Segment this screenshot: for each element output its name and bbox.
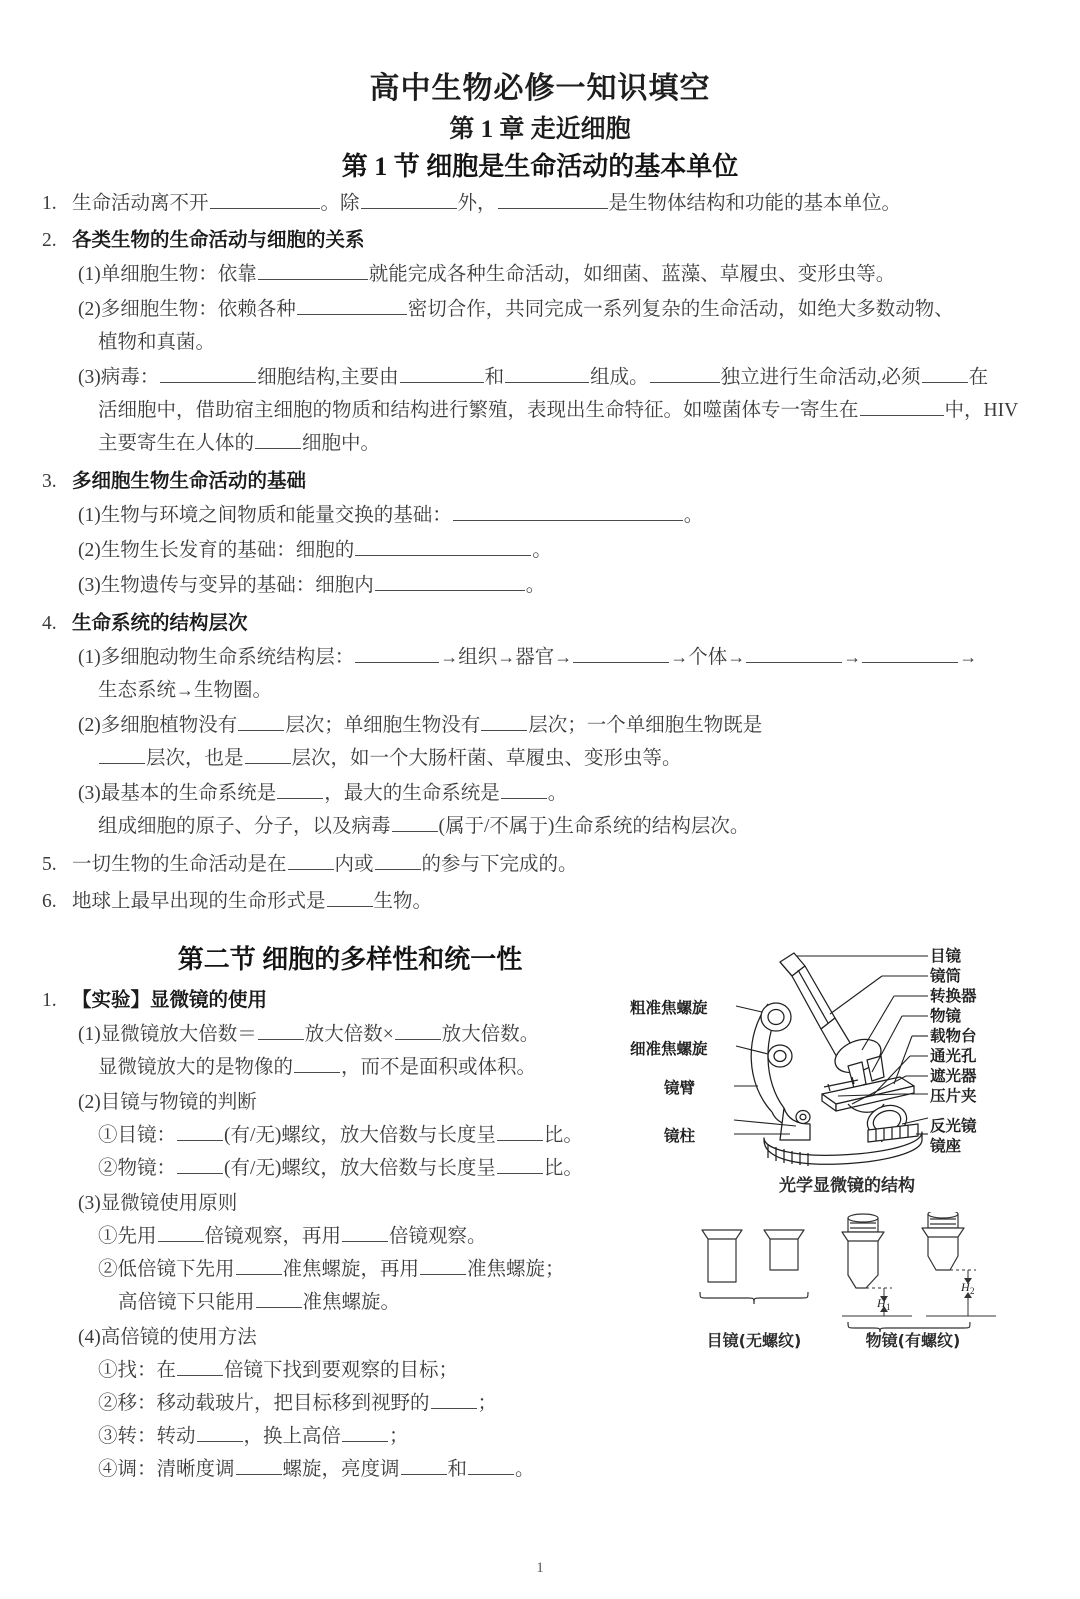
label-eyepiece: 目镜 (930, 947, 962, 965)
q2-s2-part-1: (2)多细胞生物：依赖各种 (78, 299, 296, 321)
question-4-number: 4. (42, 613, 57, 635)
q2-s3-part-3: 和 (484, 367, 505, 389)
q2-s3-part-9: 主要寄生在人体的 (98, 433, 255, 455)
q2-s1-part-2: 就能完成各种生命活动，如细菌、蓝藻、草履虫、变形虫等。 (368, 264, 896, 286)
q2-s3-part-4: 组成。 (590, 367, 649, 389)
microscope-right-labels (930, 946, 977, 1156)
s2-s4-c (78, 1420, 700, 1453)
blank[interactable] (468, 1455, 514, 1476)
label-diaphragm: 遮光器 (930, 1067, 977, 1085)
label-aperture: 通光孔 (930, 1047, 977, 1065)
blank[interactable] (501, 779, 547, 800)
question-4-item-3 (42, 777, 1038, 843)
label-arm: 镜臂 (664, 1079, 696, 1097)
lens-comparison-diagram-icon (680, 1212, 1000, 1332)
question-2 (42, 225, 1038, 256)
question-1-number: 1. (42, 193, 57, 215)
q4-s3-part-5: (属于/不属于)生命系统的结构层次。 (438, 816, 750, 838)
blank[interactable] (258, 260, 368, 281)
q3-s1-part-1: (1)生物与环境之间物质和能量交换的基础： (78, 505, 452, 527)
blank[interactable] (922, 363, 968, 384)
q4-s2-part-3: 层次；一个单细胞生物既是 (528, 715, 763, 737)
question-3 (42, 466, 1038, 497)
blank[interactable] (177, 1121, 223, 1142)
label-reflector-mirror: 反光镜 (930, 1117, 977, 1135)
q4-s3-part-2: ，最大的生命系统是 (324, 783, 500, 805)
s2-s4-b-part-2: ； (477, 1393, 498, 1415)
s2-s4-d-part-4: 。 (515, 1459, 535, 1481)
s2-s2-b-part-2: (有/无)螺纹，放大倍数与长度呈 (224, 1158, 496, 1180)
label-revolving-nosepiece: 转换器 (930, 987, 977, 1005)
q5-part-2: 内或 (334, 854, 374, 876)
question-4-item-2 (42, 709, 1038, 775)
lens-captions-row (680, 1328, 1000, 1351)
blank[interactable] (860, 396, 944, 417)
h1-subscript: 1 (886, 1302, 891, 1312)
q1-part-2: 。除 (320, 193, 360, 215)
s2-s3-b-part-5: 准焦螺旋。 (302, 1292, 401, 1314)
question-4-item-1 (42, 641, 1038, 707)
s2-s2-a-part-1: ①目镜： (98, 1125, 177, 1147)
question-1-text (72, 188, 1038, 219)
label-fine-focus-knob: 细准焦螺旋 (630, 1040, 708, 1058)
s2-s3-b-part-1: ②低倍镜下先用 (98, 1259, 235, 1281)
q2-s1-part-1: (1)单细胞生物：依靠 (78, 264, 257, 286)
s2-s3-a (78, 1220, 700, 1253)
s2-s4-a (78, 1354, 700, 1387)
blank[interactable] (294, 1053, 340, 1074)
blank[interactable] (650, 363, 720, 384)
blank[interactable] (361, 189, 457, 210)
blank[interactable] (327, 887, 373, 908)
blank[interactable] (401, 1455, 447, 1476)
arrow-icon: → (440, 647, 459, 668)
s2-s3-a-part-3: 倍镜观察。 (389, 1226, 487, 1248)
blank[interactable] (245, 744, 291, 765)
q2-s3-part-10: 细胞中。 (302, 433, 381, 455)
blank[interactable] (177, 1356, 223, 1377)
blank[interactable] (392, 812, 438, 833)
q1-part-1: 生命活动离不开 (72, 193, 209, 215)
blank[interactable] (497, 1121, 543, 1142)
blank[interactable] (862, 643, 958, 664)
s2-question-1-number: 1. (42, 990, 57, 1012)
blank[interactable] (497, 1154, 543, 1175)
q3-s3-part-1: (3)生物遗传与变异的基础：细胞内 (78, 575, 374, 597)
q4-s1-line-2 (78, 674, 1038, 707)
arrow-icon: → (843, 647, 862, 668)
q2-s3-line-3 (78, 427, 1038, 460)
section-2-block (0, 944, 700, 1486)
s2-s1-part-5: ，而不是面积或体积。 (341, 1057, 537, 1079)
blank[interactable] (236, 1255, 282, 1276)
q2-s3-part-2: 细胞结构,主要由 (257, 367, 399, 389)
q4-term-tissue: 组织 (458, 647, 498, 669)
blank[interactable] (400, 363, 484, 384)
q3-s2-part-1: (2)生物生长发育的基础：细胞的 (78, 540, 355, 562)
q1-part-4: 是生物体结构和功能的基本单位。 (608, 193, 902, 215)
question-3-item-3 (42, 569, 1038, 602)
s2-s3-b (78, 1253, 700, 1286)
q4-s2-part-2: 层次；单细胞生物没有 (285, 715, 481, 737)
blank[interactable] (355, 643, 439, 664)
q4-term-organ: 器官 (515, 647, 555, 669)
s2-s2-b (78, 1152, 700, 1185)
blank[interactable] (177, 1154, 223, 1175)
blank[interactable] (505, 363, 589, 384)
s2-s3-a-part-1: ①先用 (98, 1226, 157, 1248)
page-number: 1 (536, 1560, 544, 1576)
q6-part-1: 地球上最早出现的生命形式是 (72, 891, 326, 913)
blank[interactable] (431, 1389, 477, 1410)
s2-s3-b2 (78, 1286, 700, 1319)
s2-question-1-heading: 【实验】显微镜的使用 (72, 990, 268, 1012)
question-5 (42, 849, 1038, 880)
s2-s4-a-part-2: 倍镜下找到要观察的目标； (224, 1360, 459, 1382)
label-stage: 载物台 (930, 1027, 977, 1045)
arrow-icon: → (554, 647, 573, 668)
blank[interactable] (210, 189, 320, 210)
q2-s3-line-2 (78, 394, 1038, 427)
question-5-text (72, 849, 1038, 880)
blank[interactable] (453, 501, 683, 522)
arrow-icon: → (959, 647, 978, 668)
q3-s3-part-2: 。 (525, 575, 546, 597)
q5-part-1: 一切生物的生命活动是在 (72, 854, 287, 876)
s2-s1-part-4: 显微镜放大的是物像的 (98, 1057, 294, 1079)
q3-s2-part-2: 。 (532, 540, 552, 562)
blank[interactable] (573, 643, 669, 664)
s2-s4-c-part-2: ，换上高倍 (243, 1426, 342, 1448)
arrow-icon: → (176, 680, 195, 701)
q1-part-3: 外， (457, 193, 497, 215)
s2-item-4 (42, 1321, 700, 1486)
s2-s4-d-part-2: 螺旋，亮度调 (282, 1459, 400, 1481)
blank[interactable] (355, 536, 531, 557)
q2-s3-part-6: 在 (968, 367, 989, 389)
s2-s3-part-1: (3)显微镜使用原则 (78, 1193, 238, 1215)
blank[interactable] (288, 850, 334, 871)
q2-s2-part-2: 密切合作，共同完成一系列复杂的生命活动，如绝大多数动物、 (407, 299, 954, 321)
question-3-number: 3. (42, 471, 57, 493)
q4-s2-part-5: 层次，如一个大肠杆菌、草履虫、变形虫等。 (291, 748, 682, 770)
blank[interactable] (342, 1422, 388, 1443)
q4-term-biosphere: 生物圈。 (194, 680, 273, 702)
q4-s3-line-2 (78, 810, 1038, 843)
question-4 (42, 608, 1038, 639)
h2-subscript: 2 (970, 1286, 975, 1296)
label-stage-clip: 压片夹 (930, 1087, 977, 1105)
label-coarse-focus-knob: 粗准焦螺旋 (630, 999, 708, 1017)
question-3-item-1 (42, 499, 1038, 532)
h2-label: H (961, 1280, 970, 1294)
s2-item-2 (42, 1086, 700, 1185)
section-2-content (0, 985, 700, 1486)
label-pillar: 镜柱 (664, 1127, 696, 1145)
s2-s1-part-3: 放大倍数。 (441, 1024, 540, 1046)
question-2-heading: 各类生物的生命活动与细胞的关系 (72, 230, 365, 252)
blank[interactable] (498, 189, 608, 210)
label-objective-lens: 物镜 (930, 1007, 962, 1025)
q4-term-individual: 个体 (688, 647, 728, 669)
blank[interactable] (158, 1222, 204, 1243)
chapter-title: 第 1 章 走近细胞 (449, 115, 631, 143)
eyepiece-group-caption: 目镜(无螺纹) (706, 1331, 802, 1350)
question-2-item-3 (42, 361, 1038, 460)
question-2-number: 2. (42, 230, 57, 252)
s2-s2-a-part-2: (有/无)螺纹，放大倍数与长度呈 (224, 1125, 496, 1147)
blank[interactable] (481, 711, 527, 732)
s2-s2-b-part-1: ②物镜： (98, 1158, 177, 1180)
s2-s4-c-part-3: ； (389, 1426, 409, 1448)
q6-part-2: 生物。 (373, 891, 433, 913)
blank[interactable] (236, 1455, 282, 1476)
q4-term-ecosystem: 生态系统 (98, 680, 177, 702)
q4-s2-part-4: 层次，也是 (146, 748, 244, 770)
s2-s4-c-part-1: ③转：转动 (98, 1426, 196, 1448)
arrow-icon: → (727, 647, 746, 668)
microscope-figure-caption: 光学显微镜的结构 (779, 1176, 915, 1196)
s2-question-1 (42, 985, 700, 1016)
q2-s3-part-7: 活细胞中，借助宿主细胞的物质和结构进行繁殖，表现出生命特征。如噬菌体专一寄生在 (98, 400, 859, 422)
s2-s2-part-1: (2)目镜与物镜的判断 (78, 1092, 257, 1114)
q3-s1-part-2: 。 (683, 505, 704, 527)
blank[interactable] (375, 850, 421, 871)
question-6-number: 6. (42, 891, 57, 913)
blank[interactable] (256, 1288, 302, 1309)
q5-part-3: 的参与下完成的。 (421, 854, 578, 876)
question-5-number: 5. (42, 854, 57, 876)
objective-group-caption: 物镜(有螺纹) (865, 1331, 961, 1350)
question-1 (42, 188, 1038, 219)
question-6-text (72, 886, 1038, 917)
blank[interactable] (99, 744, 145, 765)
s2-item-1 (42, 1018, 700, 1084)
question-2-item-2 (42, 293, 1038, 359)
q2-s3-part-1: (3)病毒： (78, 367, 160, 389)
question-2-item-1 (42, 258, 1038, 291)
q4-s3-part-3: 。 (547, 783, 568, 805)
microscope-figure (630, 944, 1012, 1196)
q4-s3-part-1: (3)最基本的生命系统是 (78, 783, 277, 805)
q2-s2-part-3: 植物和真菌。 (98, 332, 216, 354)
blank[interactable] (420, 1255, 466, 1276)
blank[interactable] (342, 1222, 388, 1243)
blank[interactable] (197, 1422, 243, 1443)
question-3-item-2 (42, 534, 1038, 567)
s2-s2-b-part-3: 比。 (543, 1158, 583, 1180)
blank[interactable] (255, 429, 301, 450)
blank[interactable] (395, 1020, 441, 1041)
s2-s4-a-part-1: ①找：在 (98, 1360, 177, 1382)
question-6 (42, 886, 1038, 917)
q4-s3-part-4: 组成细胞的原子、分子，以及病毒 (98, 816, 391, 838)
s2-s1-part-1: (1)显微镜放大倍数＝ (78, 1024, 257, 1046)
s2-s4-d (78, 1453, 700, 1486)
s2-s3-b-part-4: 高倍镜下只能用 (118, 1292, 255, 1314)
s2-item-3 (42, 1187, 700, 1319)
s2-s2-a (78, 1119, 700, 1152)
blank[interactable] (258, 1020, 304, 1041)
s2-s3-a-part-2: 倍镜观察，再用 (204, 1226, 342, 1248)
q2-s3-part-8: 中，HIV (944, 400, 1019, 422)
document-page (0, 72, 1080, 1599)
section-1-title: 第 1 节 细胞是生命活动的基本单位 (341, 152, 739, 182)
question-3-heading: 多细胞生物生命活动的基础 (72, 471, 307, 493)
s2-s1-part-2: 放大倍数× (304, 1024, 394, 1046)
s2-s1-line-2 (78, 1051, 700, 1084)
section-1-content (0, 188, 1080, 917)
arrow-icon: → (670, 647, 689, 668)
s2-s4-d-part-3: 和 (447, 1459, 468, 1481)
s2-s4-part-1: (4)高倍镜的使用方法 (78, 1327, 257, 1349)
label-base: 镜座 (930, 1137, 962, 1155)
q2-s3-part-5: 独立进行生命活动,必须 (720, 367, 921, 389)
s2-s4-b-part-1: ②移：移动载玻片，把目标移到视野的 (98, 1393, 430, 1415)
arrow-icon: → (497, 647, 516, 668)
q4-s2-part-1: (2)多细胞植物没有 (78, 715, 238, 737)
s2-s3-b-part-3: 准焦螺旋； (467, 1259, 565, 1281)
section-2-title: 第二节 细胞的多样性和统一性 (177, 945, 523, 974)
s2-s4-d-part-1: ④调：清晰度调 (98, 1459, 235, 1481)
s2-s3-b-part-2: 准焦螺旋，再用 (282, 1259, 420, 1281)
h1-label: H (877, 1296, 886, 1310)
q4-s2-line-2 (78, 742, 1038, 775)
blank[interactable] (297, 295, 407, 316)
blank[interactable] (375, 571, 525, 592)
lens-comparison-figure (680, 1212, 1000, 1351)
document-title: 高中生物必修一知识填空 (369, 71, 711, 106)
s2-s4-b (78, 1387, 700, 1420)
s2-s2-a-part-3: 比。 (543, 1125, 583, 1147)
blank[interactable] (277, 779, 323, 800)
blank[interactable] (746, 643, 842, 664)
question-4-heading: 生命系统的结构层次 (72, 613, 248, 635)
label-body-tube: 镜筒 (930, 967, 962, 985)
q4-s1-part-1: (1)多细胞动物生命系统结构层： (78, 647, 355, 669)
blank[interactable] (238, 711, 284, 732)
blank[interactable] (160, 363, 256, 384)
